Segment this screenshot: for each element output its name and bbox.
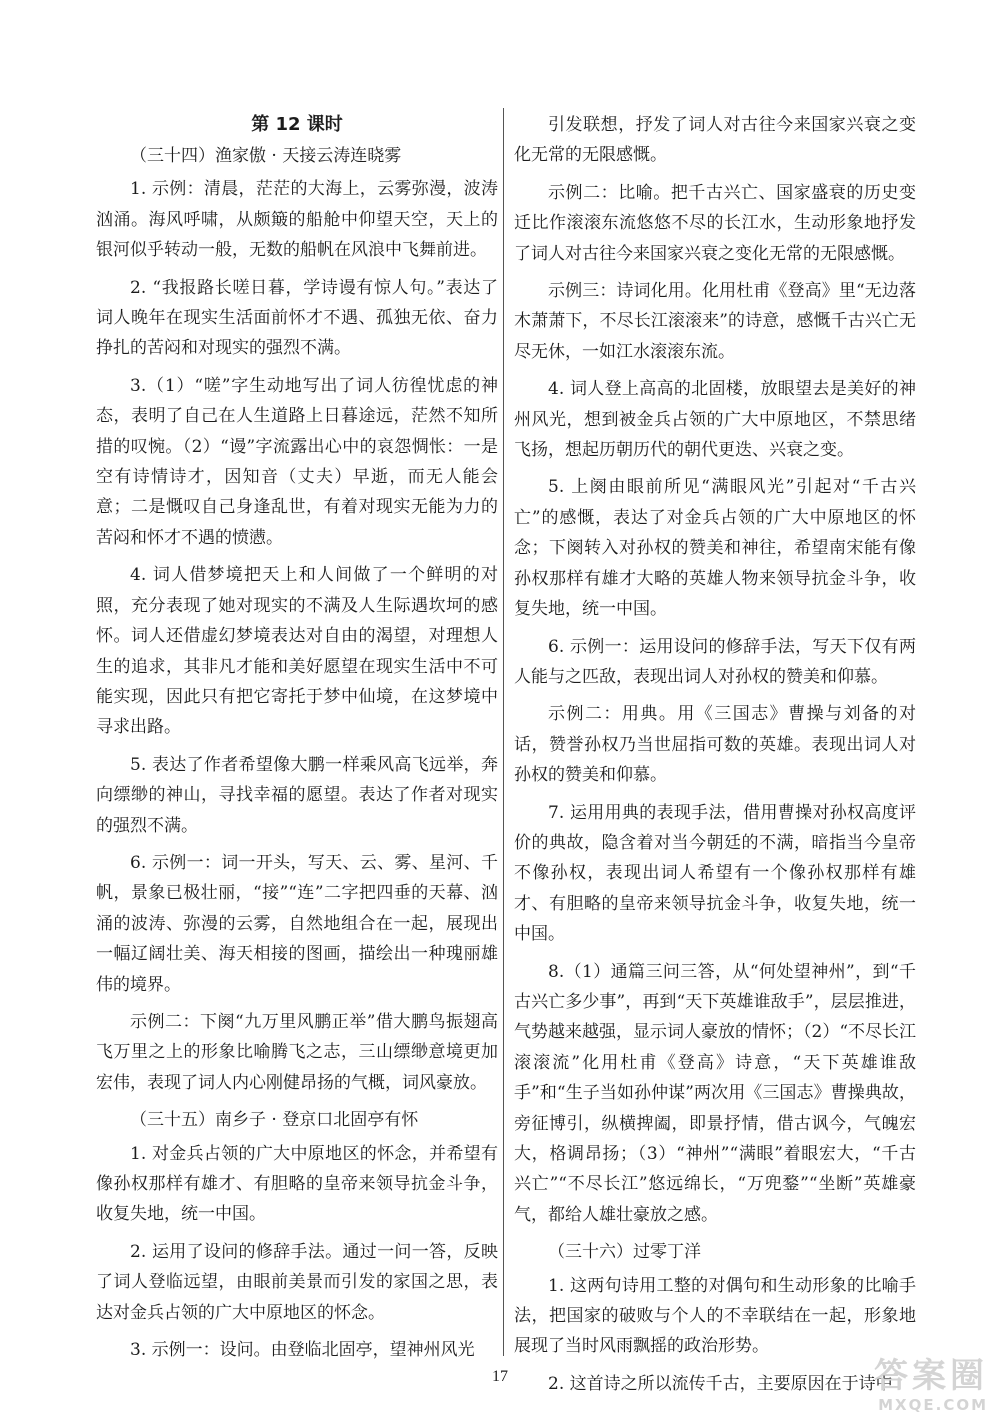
answer-paragraph: 3. 示例一：设问。由登临北固亭，望神州风光 (130, 1340, 475, 1361)
watermark-logo (836, 1356, 988, 1416)
answer-paragraph: 2. 运用了设问的修辞手法。通过一问一答，反映了词人登临远望，由眼前美景而引发的家国之思，表达对金兵占领的广大中原地区的怀念。 (96, 1241, 498, 1323)
answer-paragraph: 5. 上阕由眼前所见“满眼风光”引起对“千古兴亡”的感慨，表达了对金兵占领的广大中原地区的怀念；下阕转入对孙权的赞美和神往，希望南宋能有像孙权那样有雄才大略的英雄人物来领导抗金斗争，收复失地，统一中国。 (514, 477, 916, 620)
answer-paragraph: 示例二：下阕“九万里风鹏正举”借大鹏鸟振翅高飞万里之上的形象比喻腾飞之志，三山缥缈意境更加宏伟，表现了词人内心刚健昂扬的气概，词风豪放。 (96, 1011, 498, 1093)
page-number: 17 (492, 1368, 508, 1385)
lesson-title: 第 12 课时 (251, 114, 343, 135)
column-divider (503, 108, 504, 1356)
answer-paragraph: 示例二：比喻。把千古兴亡、国家盛衰的历史变迁比作滚滚东流悠悠不尽的长江水，生动形象地抒发了词人对古往今来国家兴衰之变化无常的无限感慨。 (514, 182, 916, 264)
watermark-main: 答案圈 (874, 1356, 988, 1396)
answer-paragraph: 2. 这首诗之所以流传千古，主要原因在于诗中 (548, 1373, 893, 1394)
answer-paragraph: 引发联想，抒发了词人对古往今来国家兴衰之变化无常的无限感慨。 (514, 115, 916, 166)
section-heading: （三十六）过零丁洋 (548, 1242, 701, 1263)
answer-paragraph: 示例三：诗词化用。化用杜甫《登高》里“无边落木萧萧下，不尽长江滚滚来”的诗意，感慨千古兴亡无尽无休，一如江水滚滚东流。 (514, 281, 916, 362)
answer-paragraph: 1. 这两句诗用工整的对偶句和生动形象的比喻手法，把国家的破败与个人的不幸联结在一起，形象地展现了当时风雨飘摇的政治形势。 (514, 1275, 916, 1357)
answer-paragraph: 7. 运用用典的表现手法，借用曹操对孙权高度评价的典故，隐含着对当今朝廷的不满，暗指当今皇帝不像孙权，表现出词人希望有一个像孙权那样有雄才、有胆略的皇帝来领导抗金斗争，收复失地，统一中国。 (514, 802, 916, 945)
answer-paragraph: 4. 词人登上高高的北固楼，放眼望去是美好的神州风光，想到被金兵占领的广大中原地区，不禁思绪飞扬，想起历朝历代的朝代更迭、兴衰之变。 (514, 379, 916, 461)
answer-paragraph: 5. 表达了作者希望像大鹏一样乘风高飞远举，奔向缥缈的神山，寻找幸福的愿望。表达了作者对现实的强烈不满。 (96, 754, 498, 836)
answer-paragraph: 6. 示例一：词一开头，写天、云、雾、星河、千帆，景象已极壮丽，“接”“连”二字把四垂的天幕、汹涌的波涛、弥漫的云雾，自然地组合在一起，展现出一幅辽阔壮美、海天相接的图画，描绘出一种瑰丽雄伟的境界。 (96, 852, 498, 995)
answer-paragraph: 8.（1）通篇三问三答，从“何处望神州”，到“千古兴亡多少事”，再到“天下英雄谁敌手”，层层推进，气势越来越强，显示词人豪放的情怀；（2）“不尽长江滚滚流”化用杜甫《登高》诗意，“天下英雄谁敌手”和“生子当如孙仲谋”两次用《三国志》曹操典故，旁征博引，纵横捭阖，即景抒情，借古讽今，气魄宏大，格调昂扬；（3）“神州”“满眼”着眼宏大，“千古兴亡”“不尽长江”悠远绵长，“万兜鍪”“坐断”英雄豪气，都给人雄壮豪放之感。 (514, 961, 917, 1225)
watermark-url: MXQE.COM (878, 1396, 988, 1414)
answer-paragraph: 2. “我报路长嗟日暮，学诗谩有惊人句。”表达了词人晚年在现实生活面前怀才不遇、孤独无依、奋力挣扎的苦闷和对现实的强烈不满。 (96, 277, 498, 359)
answer-paragraph: 示例二：用典。用《三国志》曹操与刘备的对话，赞誉孙权乃当世屈指可数的英雄。表现出词人对孙权的赞美和仰慕。 (514, 704, 916, 786)
section-heading: （三十五）南乡子 · 登京口北固亭有怀 (130, 1110, 419, 1131)
answer-paragraph: 6. 示例一：运用设问的修辞手法，写天下仅有两人能与之匹敌，表现出词人对孙权的赞美和仰慕。 (514, 636, 916, 687)
answer-paragraph: 1. 示例：清晨，茫茫的大海上，云雾弥漫，波涛汹涌。海风呼啸，从颇簸的船舱中仰望天空，天上的银河似乎转动一般，无数的船帆在风浪中飞舞前进。 (96, 179, 498, 261)
section-heading: （三十四）渔家傲 · 天接云涛连晓雾 (130, 146, 402, 166)
left-column (96, 110, 498, 1372)
answer-paragraph: 1. 对金兵占领的广大中原地区的怀念，并希望有像孙权那样有雄才、有胆略的皇帝来领导抗金斗争，收复失地，统一中国。 (96, 1143, 498, 1225)
answer-paragraph: 4. 词人借梦境把天上和人间做了一个鲜明的对照，充分表现了她对现实的不满及人生际遇坎坷的感怀。词人还借虚幻梦境表达对自由的渴望，对理想人生的追求，其非凡才能和美好愿望在现实生活中不可能实现，因此只有把它寄托于梦中仙境，在这梦境中寻求出路。 (96, 565, 498, 738)
answer-paragraph: 3.（1）“嗟”字生动地写出了词人彷徨忧虑的神态，表明了自己在人生道路上日暮途远，茫然不知所措的叹惋。（2）“谩”字流露出心中的哀怨惆怅：一是空有诗情诗才，因知音（丈夫）早逝，而无人能会意；二是慨叹自己身逢乱世，有着对现实无能为力的苦闷和怀才不遇的愤懑。 (96, 375, 498, 548)
right-column (514, 110, 916, 1406)
